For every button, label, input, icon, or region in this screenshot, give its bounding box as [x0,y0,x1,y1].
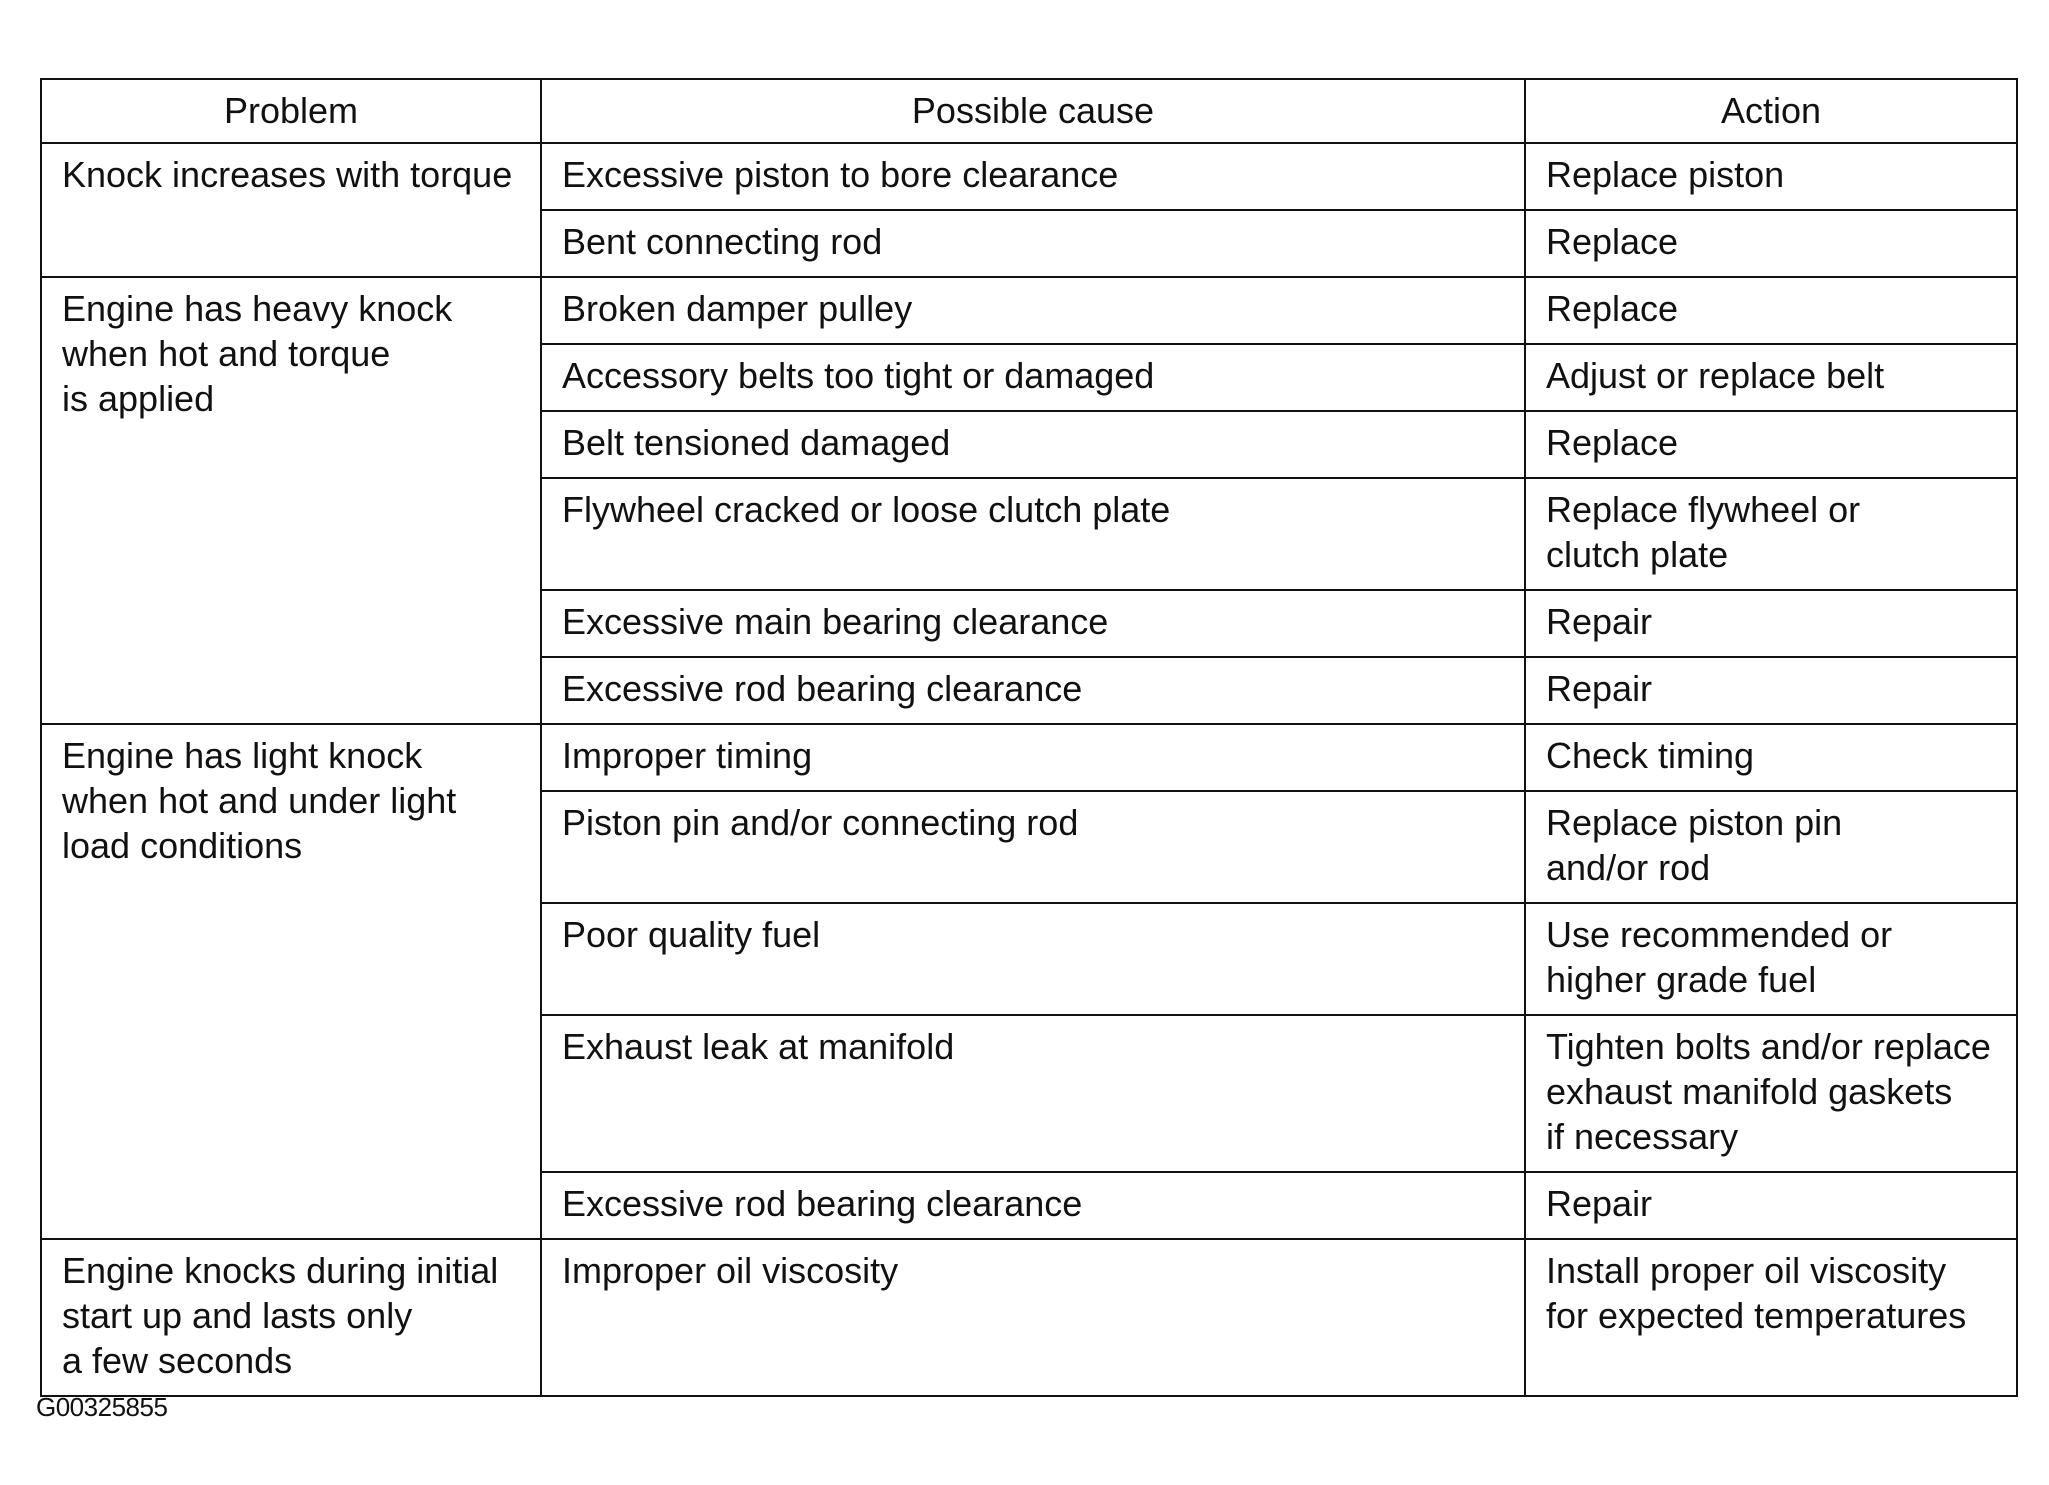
action-cell: Repair [1525,590,2017,657]
cause-cell: Excessive piston to bore clearance [541,143,1525,210]
table-row [41,1239,2017,1396]
figure-id-label: G00325855 [36,1392,168,1422]
cause-cell: Excessive rod bearing clearance [541,657,1525,724]
action-cell: Install proper oil viscosity for expected temperatures [1525,1239,2017,1396]
cause-cell: Improper timing [541,724,1525,791]
table-row [41,724,2017,791]
action-cell: Adjust or replace belt [1525,344,2017,411]
header-possible-cause: Possible cause [541,79,1525,143]
action-cell: Repair [1525,657,2017,724]
table-row [41,143,2017,210]
action-cell: Replace [1525,210,2017,277]
cause-cell: Broken damper pulley [541,277,1525,344]
header-action: Action [1525,79,2017,143]
action-cell: Use recommended or higher grade fuel [1525,903,2017,1015]
action-cell: Replace piston pin and/or rod [1525,791,2017,903]
cause-cell: Accessory belts too tight or damaged [541,344,1525,411]
cause-cell: Flywheel cracked or loose clutch plate [541,478,1525,590]
cause-cell: Poor quality fuel [541,903,1525,1015]
cause-cell: Bent connecting rod [541,210,1525,277]
action-cell: Check timing [1525,724,2017,791]
action-cell: Repair [1525,1172,2017,1239]
cause-cell: Excessive main bearing clearance [541,590,1525,657]
action-cell: Tighten bolts and/or replace exhaust manifold gaskets if necessary [1525,1015,2017,1172]
problem-cell: Engine has heavy knock when hot and torque is applied [41,277,541,724]
action-cell: Replace [1525,411,2017,478]
header-problem: Problem [41,79,541,143]
problem-cell: Engine has light knock when hot and under light load conditions [41,724,541,1239]
cause-cell: Excessive rod bearing clearance [541,1172,1525,1239]
problem-cell: Knock increases with torque [41,143,541,277]
header-row [41,79,2017,143]
cause-cell: Piston pin and/or connecting rod [541,791,1525,903]
action-cell: Replace [1525,277,2017,344]
problem-cell: Engine knocks during initial start up and lasts only a few seconds [41,1239,541,1396]
cause-cell: Improper oil viscosity [541,1239,1525,1396]
table-row [41,277,2017,344]
action-cell: Replace flywheel or clutch plate [1525,478,2017,590]
cause-cell: Belt tensioned damaged [541,411,1525,478]
troubleshooting-table [40,78,2018,1397]
action-cell: Replace piston [1525,143,2017,210]
cause-cell: Exhaust leak at manifold [541,1015,1525,1172]
